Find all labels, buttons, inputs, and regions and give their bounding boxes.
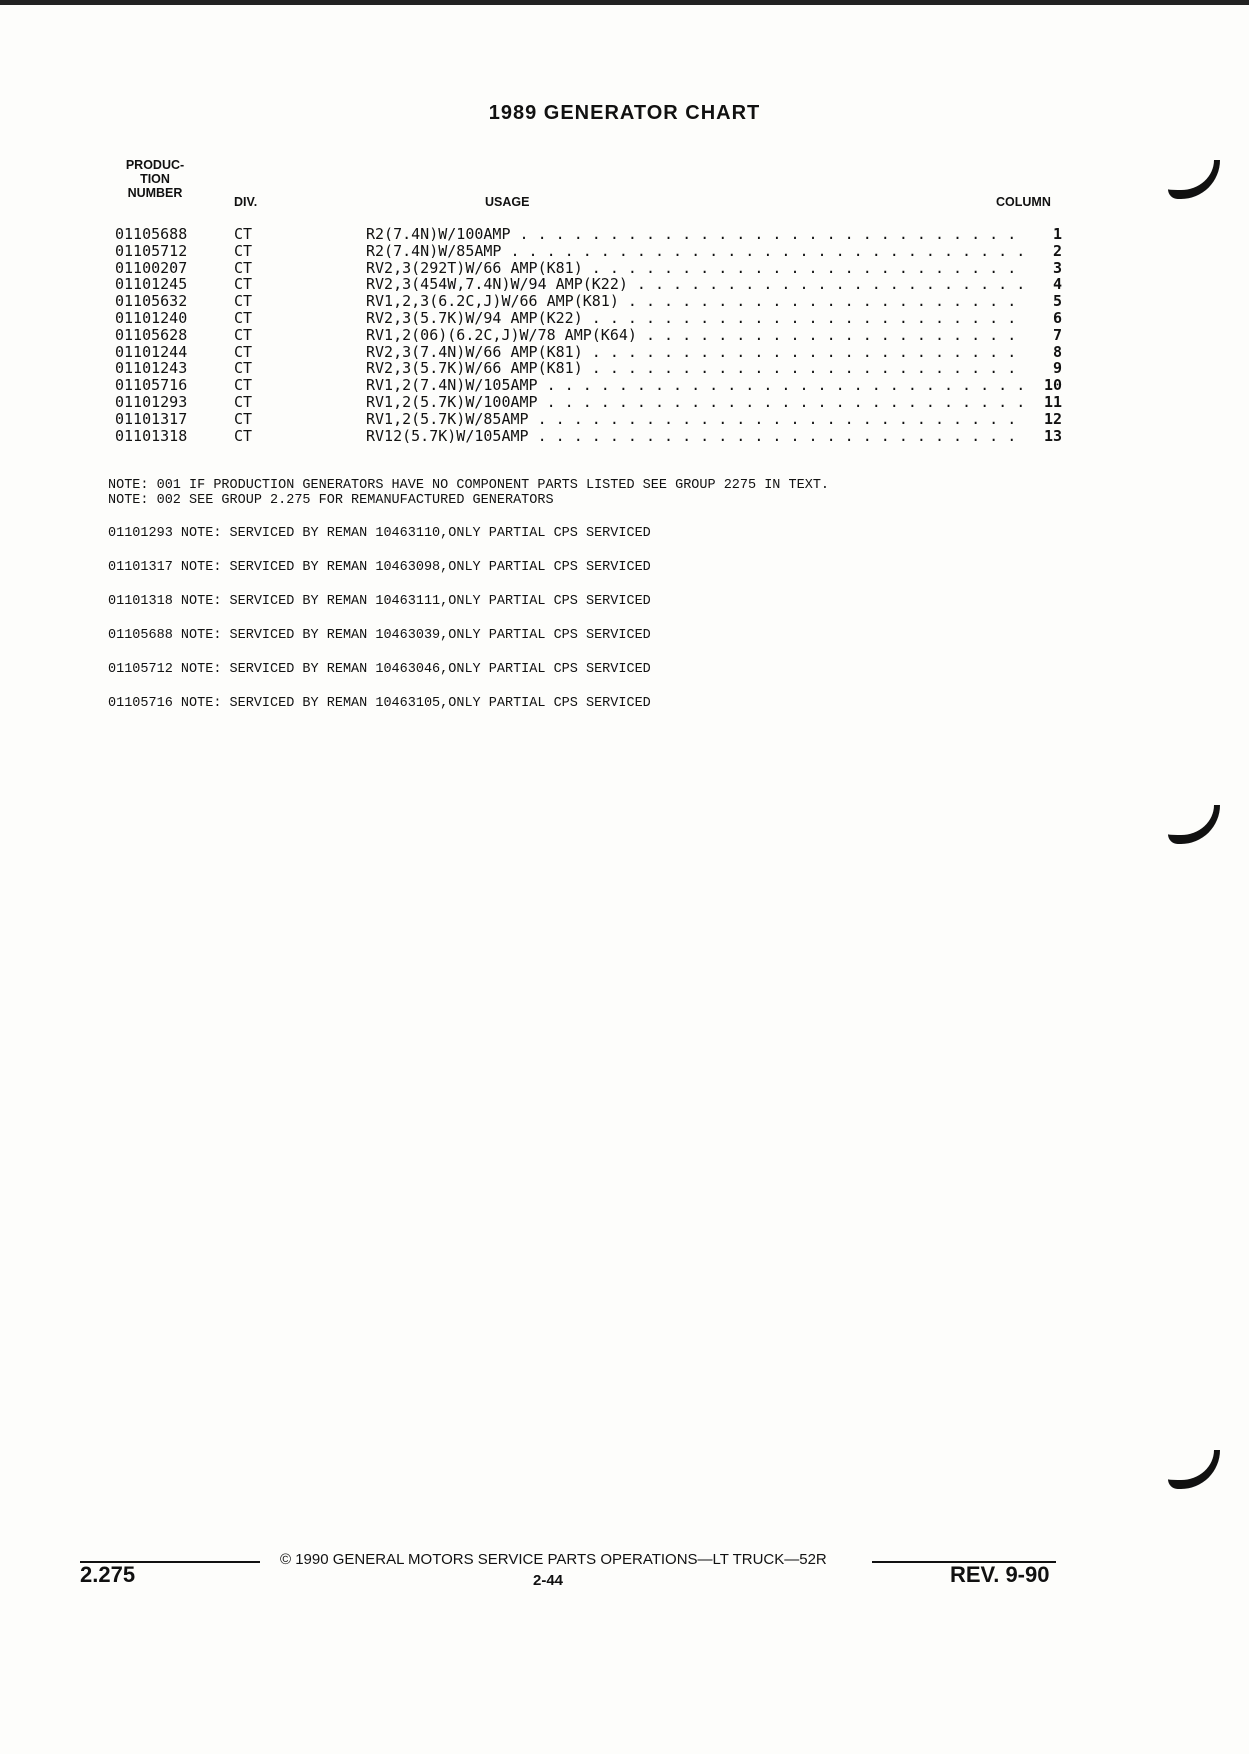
production-number: 01101243 — [115, 359, 188, 378]
column-number: 4 — [1052, 275, 1062, 294]
note-line: NOTE: 001 IF PRODUCTION GENERATORS HAVE NO COMPONENT PARTS LISTED SEE GROUP 2275 IN TEXT. — [108, 478, 830, 493]
division: CT — [234, 225, 253, 243]
service-note: 01101318 NOTE: SERVICED BY REMAN 10463111,ONLY PARTIAL CPS SERVICED — [108, 594, 651, 609]
usage: RV2,3(292T)W/66 AMP(K81) . . . — [366, 260, 1026, 277]
header-division: DIV. — [234, 195, 258, 209]
usage: RV2,3(5.7K)W/66 AMP(K81) . . . — [366, 360, 1026, 377]
note-line: NOTE: 002 SEE GROUP 2.275 FOR REMANUFACTURED GENERATORS — [108, 493, 554, 508]
column-number: 1 — [1052, 225, 1062, 243]
production-number: 01101317 — [115, 409, 188, 428]
production-number: 01101293 — [115, 392, 188, 411]
production-number: 01101245 — [115, 275, 188, 294]
production-number: 01105632 — [115, 292, 188, 311]
general-notes — [108, 478, 829, 508]
table-row — [112, 377, 1062, 394]
usage: RV1,2(06)(6.2C,J)W/78 AMP(K64) . . . — [366, 327, 1026, 344]
usage: RV1,2(7.4N)W/105AMP . . . — [366, 377, 1026, 394]
production-number: 01105688 — [115, 225, 188, 243]
division: CT — [234, 275, 253, 294]
page-title: 1989 GENERATOR CHART — [488, 102, 761, 124]
usage: R2(7.4N)W/100AMP . . . — [366, 226, 1026, 243]
usage: RV2,3(7.4N)W/66 AMP(K81) . . . — [366, 344, 1026, 361]
column-number: 11 — [1043, 392, 1062, 411]
service-note: 01105712 NOTE: SERVICED BY REMAN 10463046,ONLY PARTIAL CPS SERVICED — [108, 662, 651, 677]
table-row — [112, 310, 1062, 327]
footer-page-number: 2-44 — [533, 1572, 564, 1589]
usage: RV2,3(5.7K)W/94 AMP(K22) . . . — [366, 310, 1026, 327]
table-row — [112, 344, 1062, 361]
service-note: 01105716 NOTE: SERVICED BY REMAN 10463105,ONLY PARTIAL CPS SERVICED — [108, 696, 651, 711]
column-number: 6 — [1052, 308, 1062, 327]
usage: R2(7.4N)W/85AMP . . . — [366, 243, 1026, 260]
column-number: 12 — [1043, 409, 1062, 428]
header-column: COLUMN — [996, 195, 1051, 209]
header-production-number — [115, 158, 195, 200]
table-row — [112, 260, 1062, 277]
table-row — [112, 411, 1062, 428]
division: CT — [234, 409, 253, 428]
binder-hole-mark — [1168, 160, 1220, 199]
table-row — [112, 327, 1062, 344]
division: CT — [234, 426, 253, 445]
division: CT — [234, 342, 253, 361]
table-row — [112, 360, 1062, 377]
production-number: 01100207 — [115, 258, 188, 277]
division: CT — [234, 308, 253, 327]
division: CT — [234, 241, 253, 260]
production-number: 01105628 — [115, 325, 188, 344]
top-border — [0, 0, 1249, 5]
division: CT — [234, 359, 253, 378]
table-row — [112, 428, 1062, 445]
column-number: 13 — [1043, 426, 1062, 445]
usage: RV1,2(5.7K)W/85AMP . . . — [366, 411, 1026, 428]
usage: RV2,3(454W,7.4N)W/94 AMP(K22) . . . — [366, 276, 1026, 293]
division: CT — [234, 292, 253, 311]
binder-hole-mark — [1168, 805, 1220, 844]
column-number: 5 — [1052, 292, 1062, 311]
footer-revision: REV. 9-90 — [950, 1562, 1050, 1587]
production-number: 01101240 — [115, 308, 188, 327]
usage: RV1,2,3(6.2C,J)W/66 AMP(K81) . . . — [366, 293, 1026, 310]
usage: RV1,2(5.7K)W/100AMP . . . — [366, 394, 1026, 411]
table-row — [112, 226, 1062, 243]
production-number: 01105712 — [115, 241, 188, 260]
header-usage: USAGE — [485, 195, 530, 209]
header-line: TION — [140, 172, 170, 186]
generator-table — [112, 226, 1062, 444]
production-number: 01101244 — [115, 342, 188, 361]
column-number: 2 — [1052, 241, 1062, 260]
production-number: 01105716 — [115, 376, 188, 395]
division: CT — [234, 392, 253, 411]
header-line: NUMBER — [127, 186, 183, 200]
footer-section: 2.275 — [80, 1562, 136, 1587]
column-number: 10 — [1043, 376, 1062, 395]
production-number: 01101318 — [115, 426, 188, 445]
column-number: 3 — [1052, 258, 1062, 277]
footer-copyright: © 1990 GENERAL MOTORS SERVICE PARTS OPERATIONS—LT TRUCK—52R — [280, 1551, 827, 1568]
division: CT — [234, 325, 253, 344]
service-note: 01105688 NOTE: SERVICED BY REMAN 10463039,ONLY PARTIAL CPS SERVICED — [108, 628, 651, 643]
service-note: 01101317 NOTE: SERVICED BY REMAN 10463098,ONLY PARTIAL CPS SERVICED — [108, 560, 651, 575]
table-row — [112, 276, 1062, 293]
division: CT — [234, 258, 253, 277]
table-row — [112, 394, 1062, 411]
table-row — [112, 293, 1062, 310]
binder-hole-mark — [1168, 1450, 1220, 1489]
service-note: 01101293 NOTE: SERVICED BY REMAN 10463110,ONLY PARTIAL CPS SERVICED — [108, 526, 651, 541]
column-number: 8 — [1052, 342, 1062, 361]
usage: RV12(5.7K)W/105AMP . . . — [366, 428, 1026, 445]
column-number: 7 — [1052, 325, 1062, 344]
table-row — [112, 243, 1062, 260]
header-line: PRODUC- — [125, 158, 185, 172]
division: CT — [234, 376, 253, 395]
column-number: 9 — [1052, 359, 1062, 378]
